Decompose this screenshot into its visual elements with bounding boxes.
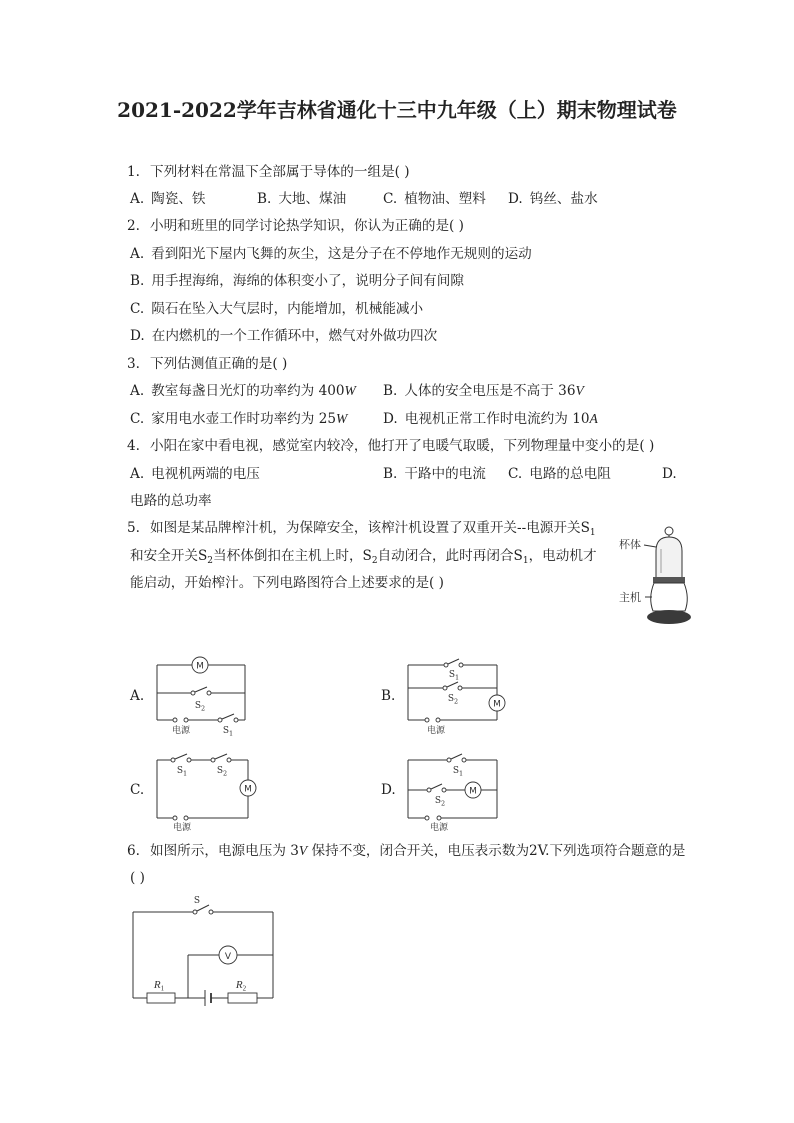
label-base: S bbox=[222, 726, 230, 736]
q6-number: 6. bbox=[127, 843, 140, 859]
option-text: 电路的总电阻 bbox=[529, 466, 611, 482]
q1-option-c bbox=[383, 190, 486, 208]
label-sub: 1 bbox=[455, 673, 460, 682]
option-label: A. bbox=[130, 383, 145, 399]
circuit-c-label: C. bbox=[130, 782, 145, 798]
unit: V bbox=[298, 843, 308, 858]
switch-node bbox=[462, 758, 466, 762]
q5-stem-line1 bbox=[150, 519, 596, 537]
q1-option-d bbox=[508, 190, 598, 208]
switch-s2-label bbox=[195, 701, 205, 713]
switch-s2-label bbox=[435, 796, 445, 808]
page-title: 2021-2022学年吉林省通化十三中九年级（上）期末物理试卷 bbox=[117, 98, 677, 122]
text-segment: ，电动机才 bbox=[528, 548, 597, 564]
text-segment: 和安全开关S bbox=[130, 548, 208, 564]
q6-stem-line2: ( ) bbox=[130, 870, 145, 886]
switch-node bbox=[209, 910, 213, 914]
q1-option-b bbox=[257, 190, 346, 208]
option-label: C. bbox=[130, 411, 145, 427]
q5-number: 5. bbox=[127, 520, 140, 536]
label-sub: 2 bbox=[201, 704, 206, 713]
q5-stem-line3: 能启动，开始榨汁。下列电路图符合上述要求的是( ) bbox=[130, 575, 444, 591]
switch-s2-lever bbox=[195, 687, 207, 692]
switch-s2-lever bbox=[431, 784, 442, 789]
option-text: 人体的安全电压是不高于 36 bbox=[404, 383, 576, 399]
label-base: S bbox=[448, 670, 456, 680]
juicer-knob bbox=[665, 527, 673, 535]
q1-number: 1. bbox=[127, 164, 140, 180]
option-text: 用手捏海绵，海绵的体积变小了，说明分子间有间隙 bbox=[151, 273, 464, 289]
label-sub: 2 bbox=[223, 769, 228, 778]
switch-node bbox=[459, 663, 463, 667]
option-text: 陶瓷、铁 bbox=[151, 191, 206, 207]
q3-option-a bbox=[130, 382, 356, 400]
option-text: 陨石在坠入大气层时，内能增加，机械能减小 bbox=[151, 301, 424, 317]
option-text: 看到阳光下屋内飞舞的灰尘，这是分子在不停地作无规则的运动 bbox=[151, 246, 532, 262]
text-segment: 如图是某品牌榨汁机，为保障安全，该榨汁机设置了双重开关--电源开关S bbox=[150, 520, 590, 536]
option-label: C. bbox=[130, 301, 145, 317]
source-terminal bbox=[184, 718, 188, 722]
label-base: R bbox=[153, 979, 161, 991]
switch-node bbox=[207, 691, 211, 695]
circuit-c-diagram bbox=[150, 748, 262, 836]
source-label: 电源 bbox=[426, 726, 446, 736]
circuit-d-label: D. bbox=[381, 782, 396, 798]
source-label: 电源 bbox=[171, 726, 191, 736]
label-base: S bbox=[176, 766, 184, 776]
voltmeter-label: V bbox=[224, 952, 232, 962]
switch-s2-label bbox=[217, 766, 227, 778]
switch-node bbox=[444, 663, 448, 667]
circuit-b-label: B. bbox=[381, 688, 396, 704]
unit: W bbox=[336, 411, 348, 426]
switch-node bbox=[443, 686, 447, 690]
text-segment: 如图所示，电源电压为 3 bbox=[150, 843, 299, 859]
option-text: 电视机正常工作时电流约为 10 bbox=[404, 411, 590, 427]
q3-option-d bbox=[383, 410, 598, 428]
text-segment: 自动闭合，此时再闭合S bbox=[377, 548, 523, 564]
q4-option-d-label: D. bbox=[662, 466, 677, 482]
q2-option-c bbox=[130, 300, 423, 318]
switch-s1-lever bbox=[451, 754, 462, 759]
switch-node bbox=[234, 718, 238, 722]
switch-s2-lever bbox=[215, 754, 227, 759]
subscript: 2 bbox=[207, 556, 214, 566]
option-label: B. bbox=[130, 273, 145, 289]
q2-number: 2. bbox=[127, 218, 140, 234]
q4-option-d-text: 电路的总功率 bbox=[130, 493, 212, 509]
option-text: 电视机两端的电压 bbox=[151, 466, 260, 482]
source-terminal bbox=[425, 816, 429, 820]
label-sub: 1 bbox=[160, 984, 165, 993]
juicer-cup bbox=[656, 537, 682, 579]
switch-node bbox=[442, 788, 446, 792]
option-text: 家用电水壶工作时功率约为 25 bbox=[151, 411, 336, 427]
q6-stem bbox=[150, 842, 685, 860]
q2-option-a bbox=[130, 245, 532, 263]
resistor-r1 bbox=[147, 993, 175, 1003]
label-sub: 2 bbox=[441, 799, 446, 808]
label-base: S bbox=[447, 694, 455, 704]
q4-stem: 小阳在家中看电视，感觉室内较冷，他打开了电暖气取暖，下列物理量中变小的是( ) bbox=[150, 438, 655, 454]
q4-option-b bbox=[383, 465, 486, 483]
label-base: S bbox=[194, 701, 202, 711]
juicer-base-body bbox=[651, 583, 688, 611]
motor-label: M bbox=[196, 661, 204, 672]
switch-node bbox=[187, 758, 191, 762]
q1-stem: 下列材料在常温下全部属于导体的一组是( ) bbox=[150, 164, 410, 180]
source-terminal bbox=[425, 718, 429, 722]
q6-circuit-diagram bbox=[125, 892, 280, 1010]
switch-s1-lever bbox=[175, 754, 187, 759]
switch-s1-lever bbox=[222, 714, 234, 719]
subscript: 2 bbox=[371, 556, 378, 566]
switch-s2-label bbox=[448, 694, 458, 706]
switch-s-label: S bbox=[193, 896, 201, 906]
source-terminal bbox=[436, 718, 440, 722]
option-label: D. bbox=[130, 328, 145, 344]
q3-stem: 下列估测值正确的是( ) bbox=[150, 356, 288, 372]
source-label: 电源 bbox=[429, 823, 449, 833]
option-text: 干路中的电流 bbox=[404, 466, 486, 482]
circuit-b-diagram bbox=[402, 652, 512, 738]
option-label: A. bbox=[130, 246, 145, 262]
switch-s1-lever bbox=[448, 659, 459, 664]
switch-node bbox=[427, 788, 431, 792]
option-label: C. bbox=[383, 191, 398, 207]
q4-option-a bbox=[130, 465, 260, 483]
option-text: 在内燃机的一个工作循环中，燃气对外做功四次 bbox=[151, 328, 438, 344]
option-label: A. bbox=[130, 466, 145, 482]
switch-node bbox=[193, 910, 197, 914]
label-base: S bbox=[216, 766, 224, 776]
q3-number: 3. bbox=[127, 356, 140, 372]
text-segment: 保持不变，闭合开关，电压表示数为2V.下列选项符合题意的是 bbox=[307, 843, 686, 859]
source-terminal bbox=[437, 816, 441, 820]
option-label: B. bbox=[257, 191, 272, 207]
q4-option-c bbox=[508, 465, 611, 483]
switch-node bbox=[458, 686, 462, 690]
option-label: B. bbox=[383, 466, 398, 482]
switch-s1-label bbox=[177, 766, 187, 778]
q3-option-c bbox=[130, 410, 347, 428]
cup-label-leader bbox=[644, 545, 656, 547]
label-sub: 2 bbox=[454, 697, 459, 706]
r1-label bbox=[153, 979, 165, 993]
switch-node bbox=[191, 691, 195, 695]
switch-node bbox=[447, 758, 451, 762]
option-label: A. bbox=[130, 191, 145, 207]
option-label: D. bbox=[508, 191, 523, 207]
resistor-r2 bbox=[228, 993, 257, 1003]
circuit-a-label: A. bbox=[130, 688, 145, 704]
juicer-figure bbox=[612, 523, 697, 628]
motor-label: M bbox=[493, 699, 501, 710]
source-terminal bbox=[184, 816, 188, 820]
option-text: 教室每盏日光灯的功率约为 400 bbox=[151, 383, 345, 399]
q2-option-d bbox=[130, 327, 437, 345]
q4-number: 4. bbox=[127, 438, 140, 454]
unit: W bbox=[344, 383, 356, 398]
q5-stem-line2 bbox=[130, 547, 597, 565]
label-base: R bbox=[235, 979, 243, 991]
q1-option-a bbox=[130, 190, 206, 208]
juicer-base-band bbox=[653, 577, 685, 583]
subscript: 1 bbox=[522, 556, 529, 566]
option-label: C. bbox=[508, 466, 523, 482]
cup-label: 杯体 bbox=[619, 538, 641, 551]
label-sub: 1 bbox=[229, 729, 234, 738]
switch-node bbox=[227, 758, 231, 762]
source-terminal bbox=[173, 816, 177, 820]
option-text: 植物油、塑料 bbox=[404, 191, 486, 207]
r2-label bbox=[235, 979, 247, 993]
text-segment: 当杯体倒扣在主机上时，S bbox=[213, 548, 372, 564]
label-base: S bbox=[452, 766, 460, 776]
q2-stem: 小明和班里的同学讨论热学知识，你认为正确的是( ) bbox=[150, 218, 464, 234]
switch-node bbox=[218, 718, 222, 722]
switch-node bbox=[171, 758, 175, 762]
label-sub: 2 bbox=[242, 984, 247, 993]
switch-s2-lever bbox=[447, 682, 458, 687]
option-text: 钨丝、盐水 bbox=[529, 191, 598, 207]
switch-node bbox=[211, 758, 215, 762]
circuit-d-diagram bbox=[402, 748, 507, 836]
source-label: 电源 bbox=[172, 823, 192, 833]
subscript: 1 bbox=[589, 528, 596, 538]
circuit-a-diagram bbox=[150, 652, 255, 738]
juicer-base-bottom bbox=[647, 610, 691, 624]
switch-s1-label bbox=[449, 670, 459, 682]
source-terminal bbox=[173, 718, 177, 722]
label-sub: 1 bbox=[459, 769, 464, 778]
option-label: D. bbox=[383, 411, 398, 427]
option-text: 大地、煤油 bbox=[278, 191, 347, 207]
label-sub: 1 bbox=[183, 769, 188, 778]
motor-label: M bbox=[469, 786, 477, 797]
switch-s1-label bbox=[223, 726, 233, 738]
switch-s1-label bbox=[453, 766, 463, 778]
q3-option-b bbox=[383, 382, 584, 400]
q2-option-b bbox=[130, 272, 464, 290]
option-label: B. bbox=[383, 383, 398, 399]
base-label: 主机 bbox=[619, 591, 641, 604]
label-base: S bbox=[434, 796, 442, 806]
unit: V bbox=[575, 383, 584, 398]
motor-label: M bbox=[244, 784, 252, 795]
unit: A bbox=[589, 411, 598, 426]
